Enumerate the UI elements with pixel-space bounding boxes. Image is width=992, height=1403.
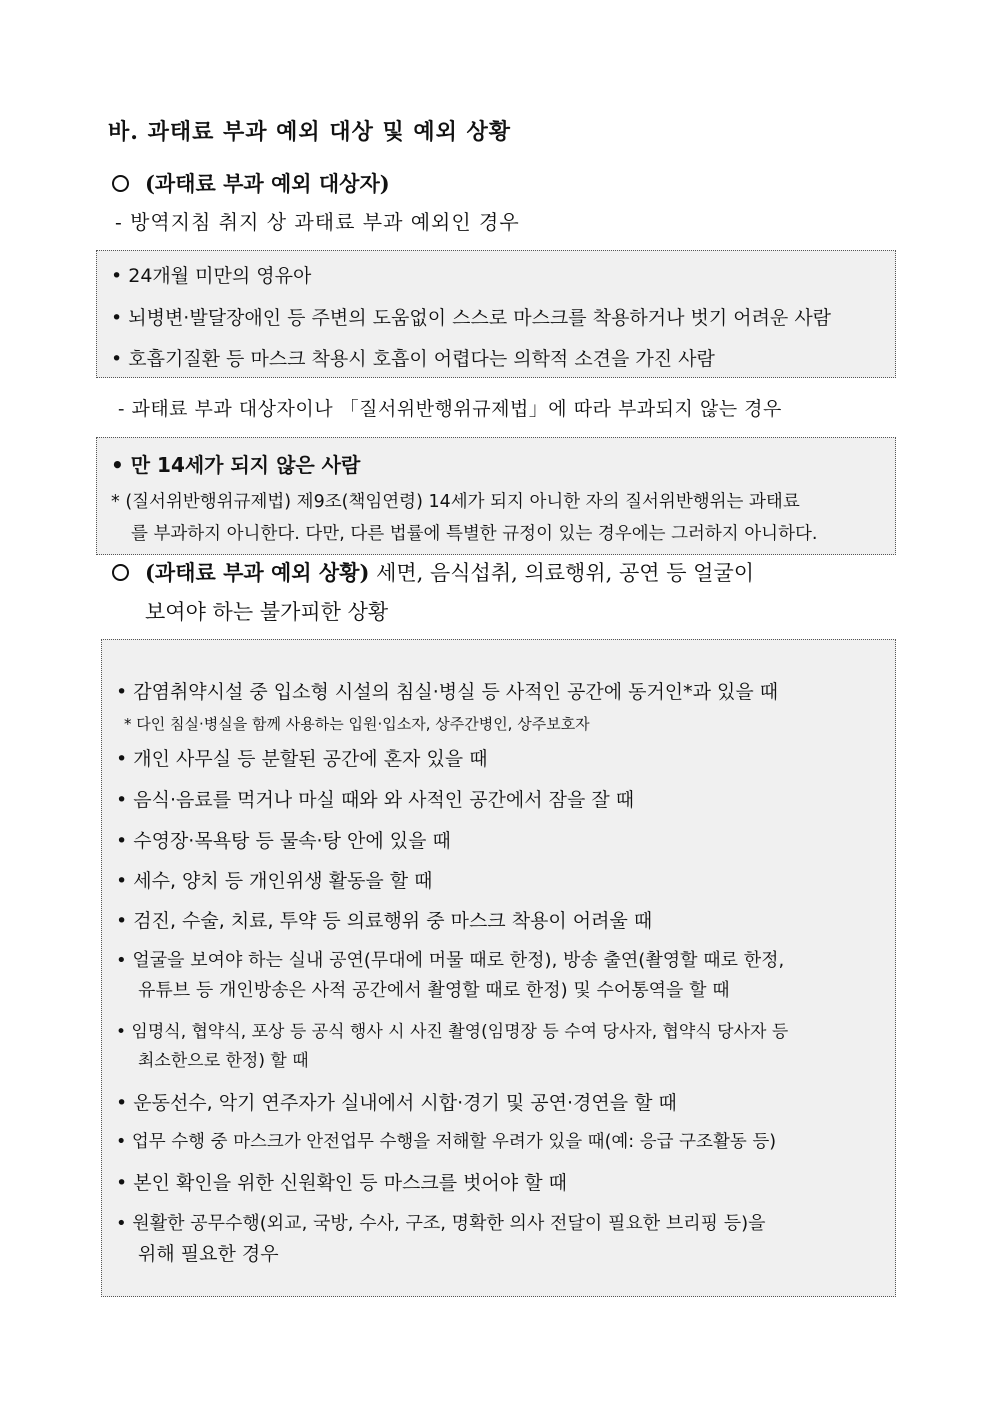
list-item: • 업무 수행 중 마스크가 안전업무 수행을 저해할 우려가 있을 때(예: 응급 구조활동 등): [116, 1132, 777, 1152]
list-item: • 세수, 양치 등 개인위생 활동을 할 때: [116, 870, 433, 892]
list-item: • 만 14세가 되지 않은 사람: [111, 453, 361, 477]
list-item-cont: 최소한으로 한정) 할 때: [138, 1051, 309, 1071]
item-note: * 다인 침실·병실을 함께 사용하는 입원·입소자, 상주간병인, 상주보호자: [124, 715, 590, 733]
list-item: • 개인 사무실 등 분할된 공간에 혼자 있을 때: [116, 748, 488, 770]
list-item: • 수영장·목욕탕 등 물속·탕 안에 있을 때: [116, 830, 451, 852]
heading-exempt-situations: [112, 557, 754, 587]
list-item-cont: 위해 필요한 경우: [138, 1243, 279, 1265]
list-item: • 뇌병변·발달장애인 등 주변의 도움없이 스스로 마스크를 착용하거나 벗기 어려운 사람: [111, 307, 832, 329]
age-exempt-box: [96, 437, 896, 555]
dash-item-law: - 과태료 부과 대상자이나 「질서위반행위규제법」에 따라 부과되지 않는 경우: [118, 398, 782, 420]
list-item: • 음식·음료를 먹거나 마실 때와 와 사적인 공간에서 잠을 잘 때: [116, 789, 635, 811]
law-note: * (질서위반행위규제법) 제9조(책임연령) 14세가 되지 아니한 자의 질서위반행위는 과태료: [111, 492, 800, 512]
list-item: • 검진, 수술, 치료, 투약 등 의료행위 중 마스크 착용이 어려울 때: [116, 910, 653, 932]
list-item: • 얼굴을 보여야 하는 실내 공연(무대에 머물 때로 한정), 방송 출연(촬영할 때로 한정,: [116, 950, 785, 971]
list-item: • 임명식, 협약식, 포상 등 공식 행사 시 사진 촬영(임명장 등 수여 당사자, 협약식 당사자 등: [116, 1022, 789, 1042]
list-item: • 호흡기질환 등 마스크 착용시 호흡이 어렵다는 의학적 소견을 가진 사람: [111, 348, 715, 370]
list-item: • 운동선수, 악기 연주자가 실내에서 시합·경기 및 공연·경연을 할 때: [116, 1092, 677, 1114]
list-item: • 감염취약시설 중 입소형 시설의 침실·병실 등 사적인 공간에 동거인*과 있을 때: [116, 681, 779, 703]
heading-bold: (과태료 부과 예외 대상자): [145, 171, 390, 196]
heading-exempt-situations-cont: 보여야 하는 불가피한 상황: [145, 600, 389, 624]
list-item: • 원활한 공무수행(외교, 국방, 수사, 구조, 명확한 의사 전달이 필요한 브리핑 등)을: [116, 1213, 766, 1234]
section-title: 바. 과태료 부과 예외 대상 및 예외 상황: [108, 119, 512, 145]
circle-bullet-icon: [112, 175, 129, 192]
heading-exempt-persons: [112, 168, 390, 198]
dash-item-guideline: - 방역지침 취지 상 과태료 부과 예외인 경우: [115, 210, 520, 234]
circle-bullet-icon: [112, 564, 129, 581]
exempt-situations-box: [101, 639, 896, 1297]
list-item-cont: 유튜브 등 개인방송은 사적 공간에서 촬영할 때로 한정) 및 수어통역을 할 때: [138, 980, 730, 1001]
list-item: • 24개월 미만의 영유아: [111, 265, 312, 287]
heading-bold: (과태료 부과 예외 상황): [145, 560, 370, 585]
law-note-cont: 를 부과하지 아니한다. 다만, 다른 법률에 특별한 규정이 있는 경우에는 그러하지 아니하다.: [131, 524, 818, 544]
exempt-persons-box: [96, 250, 896, 378]
list-item: • 본인 확인을 위한 신원확인 등 마스크를 벗어야 할 때: [116, 1172, 567, 1194]
heading-rest: 세면, 음식섭취, 의료행위, 공연 등 얼굴이: [369, 561, 755, 585]
